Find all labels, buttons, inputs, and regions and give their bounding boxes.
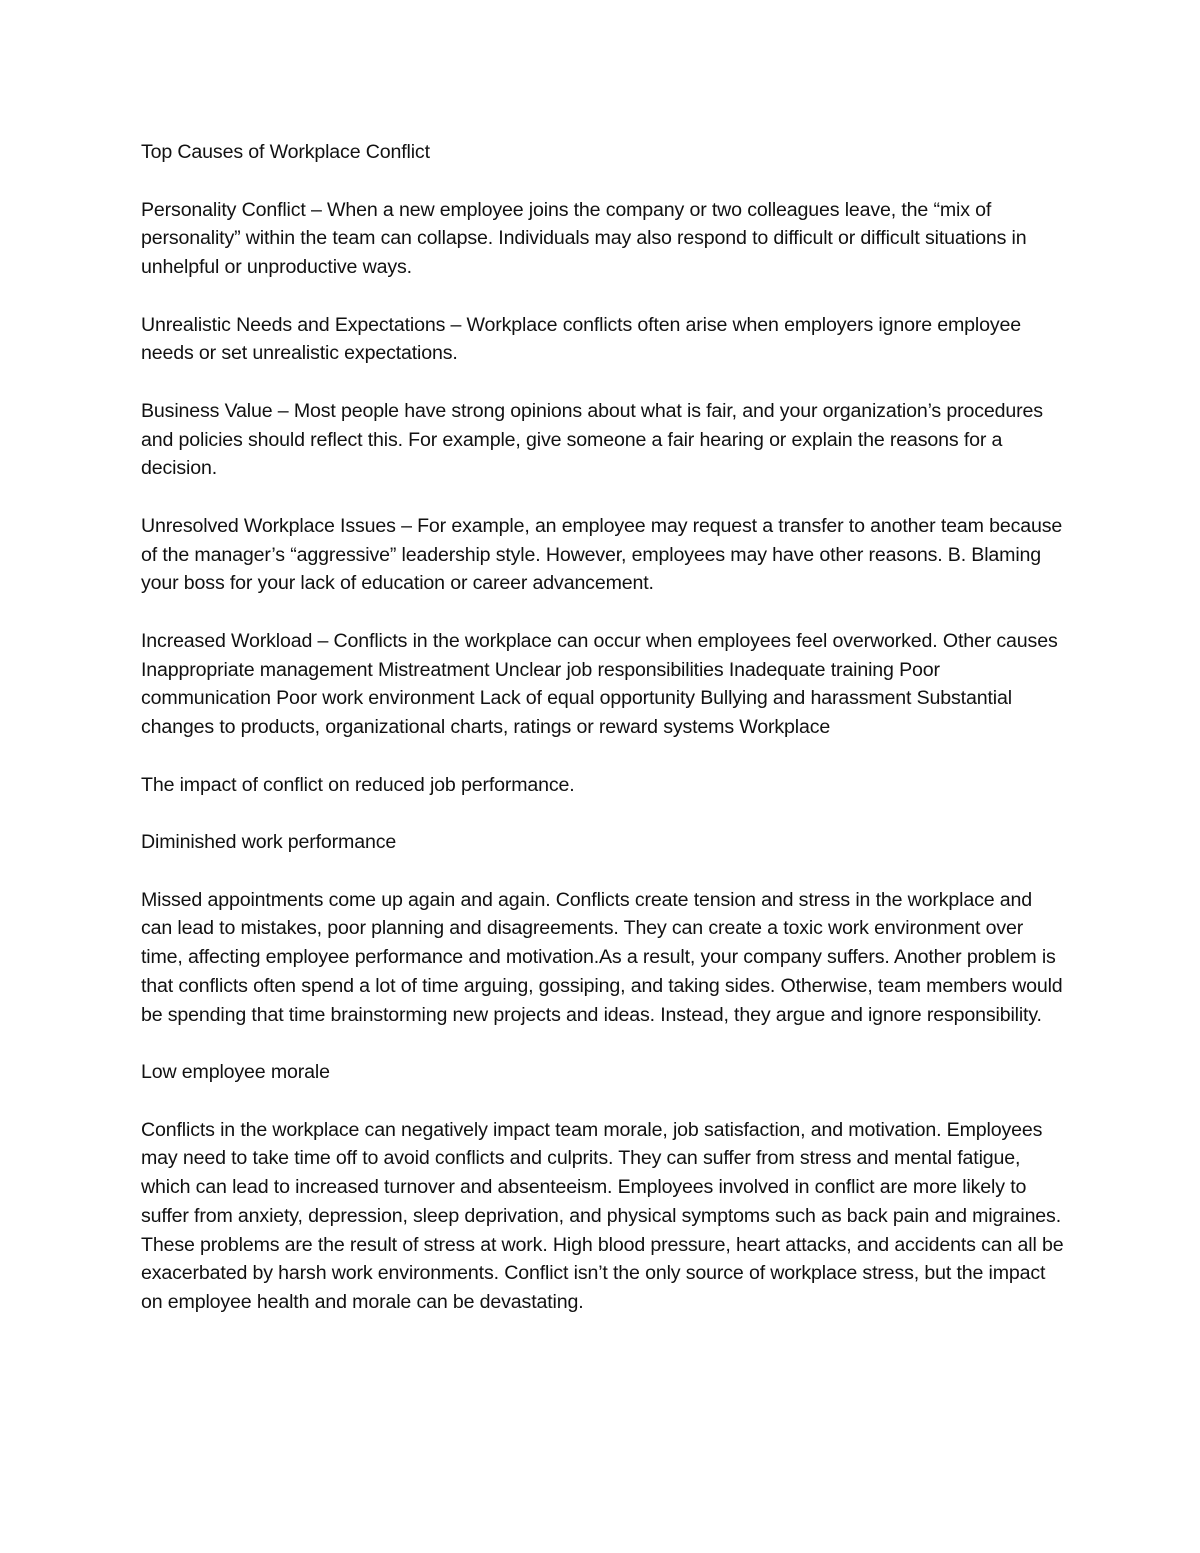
section-heading-diminished-performance: Diminished work performance bbox=[141, 831, 397, 853]
paragraph-increased-workload: Increased Workload – Conflicts in the workplace can occur when employees feel overworked. Other causes Inappropriate management Mistreatment Unclear job responsibilities Inadequate training Poor communication Poor work environment Lack of equal opportunity Bullying and harassment Substantial changes to products, organizational charts, ratings or reward systems Workplace bbox=[141, 629, 1058, 738]
paragraph-conflicts-morale: Conflicts in the workplace can negatively impact team morale, job satisfaction, and motivation. Employees may need to take time off to avoid conflicts and culprits. They can suffer from stress and mental fatigue, which can lead to increased turnover and absenteeism. Employees involved in conflict are more likely to suffer from anxiety, depression, sleep deprivation, and physical symptoms such as back pain and migraines. These problems are the result of stress at work. High blood pressure, heart attacks, and accidents can all be exacerbated by harsh work environments. Conflict isn’t the only source of workplace stress, but the impact on employee health and morale can be devastating. bbox=[141, 1118, 1064, 1313]
paragraph-impact-heading: The impact of conflict on reduced job performance. bbox=[141, 773, 575, 796]
paragraph-missed-appointments: Missed appointments come up again and again. Conflicts create tension and stress in the workplace and can lead to mistakes, poor planning and disagreements. They can create a toxic work environment over time, affecting employee performance and motivation.As a result, your company suffers. Another problem is that conflicts often spend a lot of time arguing, gossiping, and taking sides. Otherwise, team members would be spending that time brainstorming new projects and ideas. Instead, they argue and ignore responsibility. bbox=[141, 888, 1063, 1026]
document-body bbox=[141, 138, 1066, 1317]
document-title: Top Causes of Workplace Conflict bbox=[141, 141, 430, 163]
paragraph-business-value: Business Value – Most people have strong opinions about what is fair, and your organization’s procedures and policies should reflect this. For example, give someone a fair hearing or explain the reasons for a decision. bbox=[141, 399, 1043, 480]
section-heading-low-morale: Low employee morale bbox=[141, 1061, 330, 1083]
paragraph-unrealistic-needs: Unrealistic Needs and Expectations – Workplace conflicts often arise when employers ignore employee needs or set unrealistic expectations. bbox=[141, 313, 1022, 365]
paragraph-personality-conflict: Personality Conflict – When a new employee joins the company or two colleagues leave, the “mix of personality” within the team can collapse. Individuals may also respond to difficult or difficult situations in unhelpful or unproductive ways. bbox=[141, 198, 1027, 278]
paragraph-unresolved-issues: Unresolved Workplace Issues – For example, an employee may request a transfer to another team because of the manager’s “aggressive” leadership style. However, employees may have other reasons. B. Blaming your boss for your lack of education or career advancement. bbox=[141, 514, 1063, 595]
